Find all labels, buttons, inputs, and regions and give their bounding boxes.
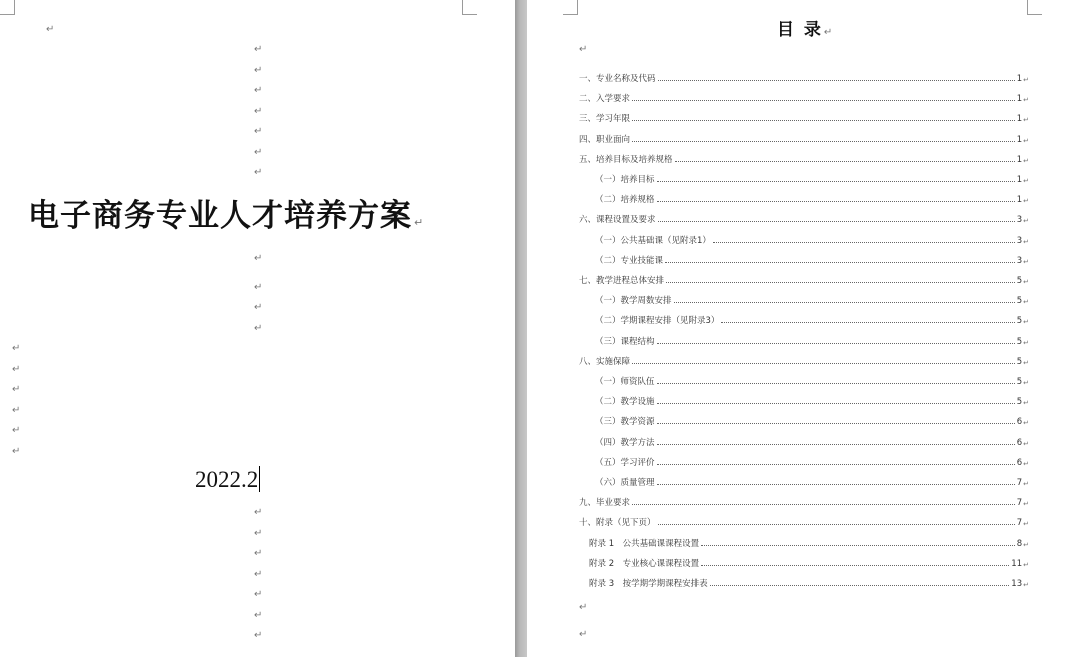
toc-entry-page: 5 bbox=[1016, 276, 1023, 286]
paragraph-mark: ↵ bbox=[579, 629, 588, 640]
toc-leader-dots bbox=[675, 161, 1015, 162]
toc-leader-dots bbox=[657, 383, 1015, 384]
cover-title[interactable] bbox=[28, 190, 424, 235]
toc-entry-label: （六）质量管理 bbox=[595, 478, 655, 488]
paragraph-mark: ↵ bbox=[254, 147, 263, 158]
toc-entry[interactable] bbox=[595, 393, 1029, 407]
toc-leader-dots bbox=[710, 585, 1010, 586]
toc-entry-page: 6 bbox=[1016, 417, 1023, 428]
toc-leader-dots bbox=[632, 363, 1015, 364]
paragraph-mark: ↵ bbox=[254, 106, 263, 117]
paragraph-mark: ↵ bbox=[1023, 136, 1029, 145]
toc-leader-dots bbox=[657, 343, 1015, 344]
toc-entry[interactable] bbox=[579, 90, 1029, 104]
toc-entry-label: 四、职业面向 bbox=[579, 134, 631, 145]
paragraph-mark: ↵ bbox=[1023, 257, 1029, 266]
toc-leader-dots bbox=[701, 545, 1015, 546]
toc-heading-text: 目 录 bbox=[777, 20, 823, 40]
toc-leader-dots bbox=[658, 221, 1015, 222]
toc-entry-label: （三）教学资源 bbox=[595, 417, 655, 428]
toc-entry-label: （一）培养目标 bbox=[595, 175, 655, 185]
toc-entry-page: 5 bbox=[1016, 296, 1023, 307]
toc-entry-label: （三）课程结构 bbox=[595, 336, 655, 347]
toc-entry[interactable] bbox=[589, 575, 1029, 589]
toc-entry[interactable] bbox=[595, 292, 1029, 306]
paragraph-mark: ↵ bbox=[254, 323, 263, 334]
toc-entry-page: 8 bbox=[1016, 538, 1023, 549]
toc-entry-page: 3 bbox=[1016, 255, 1023, 266]
paragraph-mark: ↵ bbox=[12, 384, 21, 395]
toc-entry-page: 6 bbox=[1016, 437, 1023, 448]
toc-page[interactable] bbox=[527, 0, 1074, 657]
paragraph-mark: ↵ bbox=[254, 85, 263, 96]
paragraph-mark: ↵ bbox=[1023, 399, 1029, 408]
toc-entry-label: 附录 3 按学期学期课程安排表 bbox=[589, 579, 708, 589]
toc-entry-page: 1 bbox=[1016, 134, 1023, 145]
paragraph-mark: ↵ bbox=[1023, 237, 1029, 246]
paragraph-mark: ↵ bbox=[1023, 358, 1029, 367]
paragraph-mark: ↵ bbox=[1023, 480, 1029, 488]
toc-leader-dots bbox=[632, 100, 1015, 101]
toc-entry-page: 5 bbox=[1016, 356, 1023, 367]
paragraph-mark: ↵ bbox=[1023, 278, 1029, 286]
toc-leader-dots bbox=[658, 80, 1015, 81]
toc-leader-dots bbox=[665, 262, 1015, 263]
toc-entry-page: 7 bbox=[1016, 478, 1023, 488]
toc-entry-page: 1 bbox=[1016, 94, 1023, 105]
toc-leader-dots bbox=[632, 120, 1015, 121]
toc-entry-label: 一、专业名称及代码 bbox=[579, 74, 656, 84]
paragraph-mark: ↵ bbox=[12, 425, 21, 436]
toc-entry-label: （二）学期课程安排（见附录3） bbox=[595, 316, 720, 327]
paragraph-mark: ↵ bbox=[1023, 439, 1029, 448]
cover-title-text: 电子商务专业人才培养方案 bbox=[28, 198, 412, 234]
text-cursor bbox=[259, 466, 260, 492]
toc-leader-dots bbox=[632, 504, 1015, 505]
paragraph-mark: ↵ bbox=[823, 27, 835, 38]
paragraph-mark: ↵ bbox=[579, 44, 588, 55]
paragraph-mark: ↵ bbox=[1023, 96, 1029, 105]
toc-entry[interactable] bbox=[595, 232, 1029, 246]
paragraph-mark: ↵ bbox=[46, 24, 55, 35]
paragraph-mark: ↵ bbox=[254, 610, 263, 621]
toc-entry[interactable] bbox=[579, 151, 1029, 165]
toc-entry[interactable] bbox=[579, 70, 1029, 84]
paragraph-mark: ↵ bbox=[254, 548, 263, 559]
paragraph-mark: ↵ bbox=[1023, 76, 1029, 84]
paragraph-mark: ↵ bbox=[1023, 520, 1029, 529]
toc-entry[interactable] bbox=[579, 211, 1029, 225]
toc-leader-dots bbox=[674, 302, 1015, 303]
toc-entry[interactable] bbox=[595, 252, 1029, 266]
paragraph-mark: ↵ bbox=[414, 216, 425, 229]
paragraph-mark: ↵ bbox=[254, 569, 263, 580]
toc-entry[interactable] bbox=[595, 474, 1029, 488]
toc-entry-page: 1 bbox=[1016, 74, 1023, 84]
toc-entry-label: 六、课程设置及要求 bbox=[579, 215, 656, 226]
toc-entry-label: 附录 1 公共基础课课程设置 bbox=[589, 538, 700, 549]
toc-entry[interactable] bbox=[579, 353, 1029, 367]
toc-heading[interactable] bbox=[777, 15, 834, 40]
toc-entry-page: 5 bbox=[1016, 336, 1023, 347]
paragraph-mark: ↵ bbox=[12, 405, 21, 416]
toc-entry-page: 6 bbox=[1016, 457, 1023, 468]
page-corner-marker bbox=[563, 0, 578, 15]
paragraph-mark: ↵ bbox=[1023, 318, 1029, 327]
toc-leader-dots bbox=[721, 322, 1014, 323]
toc-entry-label: （一）公共基础课（见附录1） bbox=[595, 235, 711, 246]
toc-entry-label: 附录 2 专业核心课课程设置 bbox=[589, 558, 700, 569]
toc-entry[interactable] bbox=[595, 413, 1029, 427]
paragraph-mark: ↵ bbox=[254, 65, 263, 76]
paragraph-mark: ↵ bbox=[254, 630, 263, 641]
paragraph-mark: ↵ bbox=[1023, 217, 1029, 226]
paragraph-mark: ↵ bbox=[1023, 177, 1029, 185]
toc-entry[interactable] bbox=[579, 131, 1029, 145]
toc-entry-label: （二）专业技能课 bbox=[595, 255, 664, 266]
paragraph-mark: ↵ bbox=[1023, 540, 1029, 549]
paragraph-mark: ↵ bbox=[254, 528, 263, 539]
paragraph-mark: ↵ bbox=[254, 302, 263, 313]
paragraph-mark: ↵ bbox=[1023, 379, 1029, 387]
toc-entry-label: （二）培养规格 bbox=[595, 195, 655, 206]
paragraph-mark: ↵ bbox=[12, 343, 21, 354]
toc-leader-dots bbox=[632, 141, 1015, 142]
toc-entry-label: 三、学习年限 bbox=[579, 114, 631, 125]
paragraph-mark: ↵ bbox=[254, 507, 263, 518]
toc-leader-dots bbox=[657, 444, 1015, 445]
toc-entry[interactable] bbox=[595, 191, 1029, 205]
paragraph-mark: ↵ bbox=[254, 167, 263, 178]
toc-leader-dots bbox=[701, 565, 1009, 566]
toc-entry[interactable] bbox=[589, 535, 1029, 549]
paragraph-mark: ↵ bbox=[254, 126, 263, 137]
toc-entry-label: 五、培养目标及培养规格 bbox=[579, 154, 673, 165]
paragraph-mark: ↵ bbox=[254, 282, 263, 293]
toc-entry-label: 七、教学进程总体安排 bbox=[579, 276, 665, 286]
paragraph-mark: ↵ bbox=[254, 44, 263, 55]
paragraph-mark: ↵ bbox=[12, 364, 21, 375]
toc-entry-label: 九、毕业要求 bbox=[579, 498, 631, 509]
paragraph-mark: ↵ bbox=[1023, 581, 1029, 589]
toc-entry-page: 11 bbox=[1011, 558, 1023, 569]
toc-entry-page: 3 bbox=[1016, 215, 1023, 226]
toc-entry-page: 7 bbox=[1016, 518, 1023, 529]
toc-leader-dots bbox=[657, 181, 1015, 182]
toc-leader-dots bbox=[657, 201, 1015, 202]
paragraph-mark: ↵ bbox=[1023, 419, 1029, 428]
cover-date-text: 2022.2 bbox=[195, 467, 259, 492]
toc-entry-page: 1 bbox=[1016, 154, 1023, 165]
toc-entry-page: 13 bbox=[1011, 579, 1023, 589]
paragraph-mark: ↵ bbox=[1023, 459, 1029, 468]
page-corner-marker bbox=[1027, 0, 1042, 15]
toc-leader-dots bbox=[666, 282, 1015, 283]
toc-entry-page: 3 bbox=[1016, 235, 1023, 246]
toc-entry[interactable] bbox=[579, 110, 1029, 124]
toc-entry-label: 八、实施保障 bbox=[579, 356, 631, 367]
paragraph-mark: ↵ bbox=[1023, 156, 1029, 165]
toc-leader-dots bbox=[657, 423, 1015, 424]
cover-date[interactable] bbox=[195, 466, 260, 493]
toc-entry-page: 1 bbox=[1016, 195, 1023, 206]
toc-entry-label: （一）教学周数安排 bbox=[595, 296, 672, 307]
toc-leader-dots bbox=[658, 524, 1015, 525]
paragraph-mark: ↵ bbox=[254, 589, 263, 600]
cover-page[interactable] bbox=[0, 0, 515, 657]
toc-leader-dots bbox=[657, 403, 1015, 404]
paragraph-mark: ↵ bbox=[12, 446, 21, 457]
toc-entry-label: （四）教学方法 bbox=[595, 437, 655, 448]
paragraph-mark: ↵ bbox=[1023, 298, 1029, 307]
toc-entry-page: 1 bbox=[1016, 175, 1023, 185]
toc-entry[interactable] bbox=[595, 333, 1029, 347]
toc-entry[interactable] bbox=[579, 514, 1029, 528]
toc-entry-page: 5 bbox=[1016, 377, 1023, 387]
toc-entry-label: 二、入学要求 bbox=[579, 94, 631, 105]
toc-entry[interactable] bbox=[595, 171, 1029, 185]
toc-entry[interactable] bbox=[595, 454, 1029, 468]
toc-entry[interactable] bbox=[595, 434, 1029, 448]
toc-entry-label: 十、附录（见下页） bbox=[579, 518, 656, 529]
toc-entry-page: 5 bbox=[1016, 397, 1023, 408]
page-gutter bbox=[515, 0, 527, 657]
page-corner-marker bbox=[0, 0, 15, 15]
toc-entry[interactable] bbox=[595, 373, 1029, 387]
toc-leader-dots bbox=[657, 464, 1015, 465]
toc-entry-label: （一）师资队伍 bbox=[595, 377, 655, 387]
toc-entry-page: 5 bbox=[1016, 316, 1023, 327]
toc-entry-label: （五）学习评价 bbox=[595, 457, 655, 468]
toc-entry[interactable] bbox=[579, 272, 1029, 286]
paragraph-mark: ↵ bbox=[1023, 197, 1029, 206]
paragraph-mark: ↵ bbox=[1023, 338, 1029, 347]
toc-entry-label: （二）教学设施 bbox=[595, 397, 655, 408]
paragraph-mark: ↵ bbox=[1023, 116, 1029, 125]
paragraph-mark: ↵ bbox=[579, 602, 588, 613]
toc-entry-page: 1 bbox=[1016, 114, 1023, 125]
paragraph-mark: ↵ bbox=[1023, 560, 1029, 569]
toc-leader-dots bbox=[713, 242, 1015, 243]
toc-entry-page: 7 bbox=[1016, 498, 1023, 509]
page-corner-marker bbox=[462, 0, 477, 15]
toc-entry[interactable] bbox=[595, 312, 1029, 326]
paragraph-mark: ↵ bbox=[254, 253, 263, 264]
paragraph-mark: ↵ bbox=[1023, 500, 1029, 509]
toc-entry[interactable] bbox=[589, 555, 1029, 569]
toc-leader-dots bbox=[657, 484, 1015, 485]
toc-entry[interactable] bbox=[579, 494, 1029, 508]
